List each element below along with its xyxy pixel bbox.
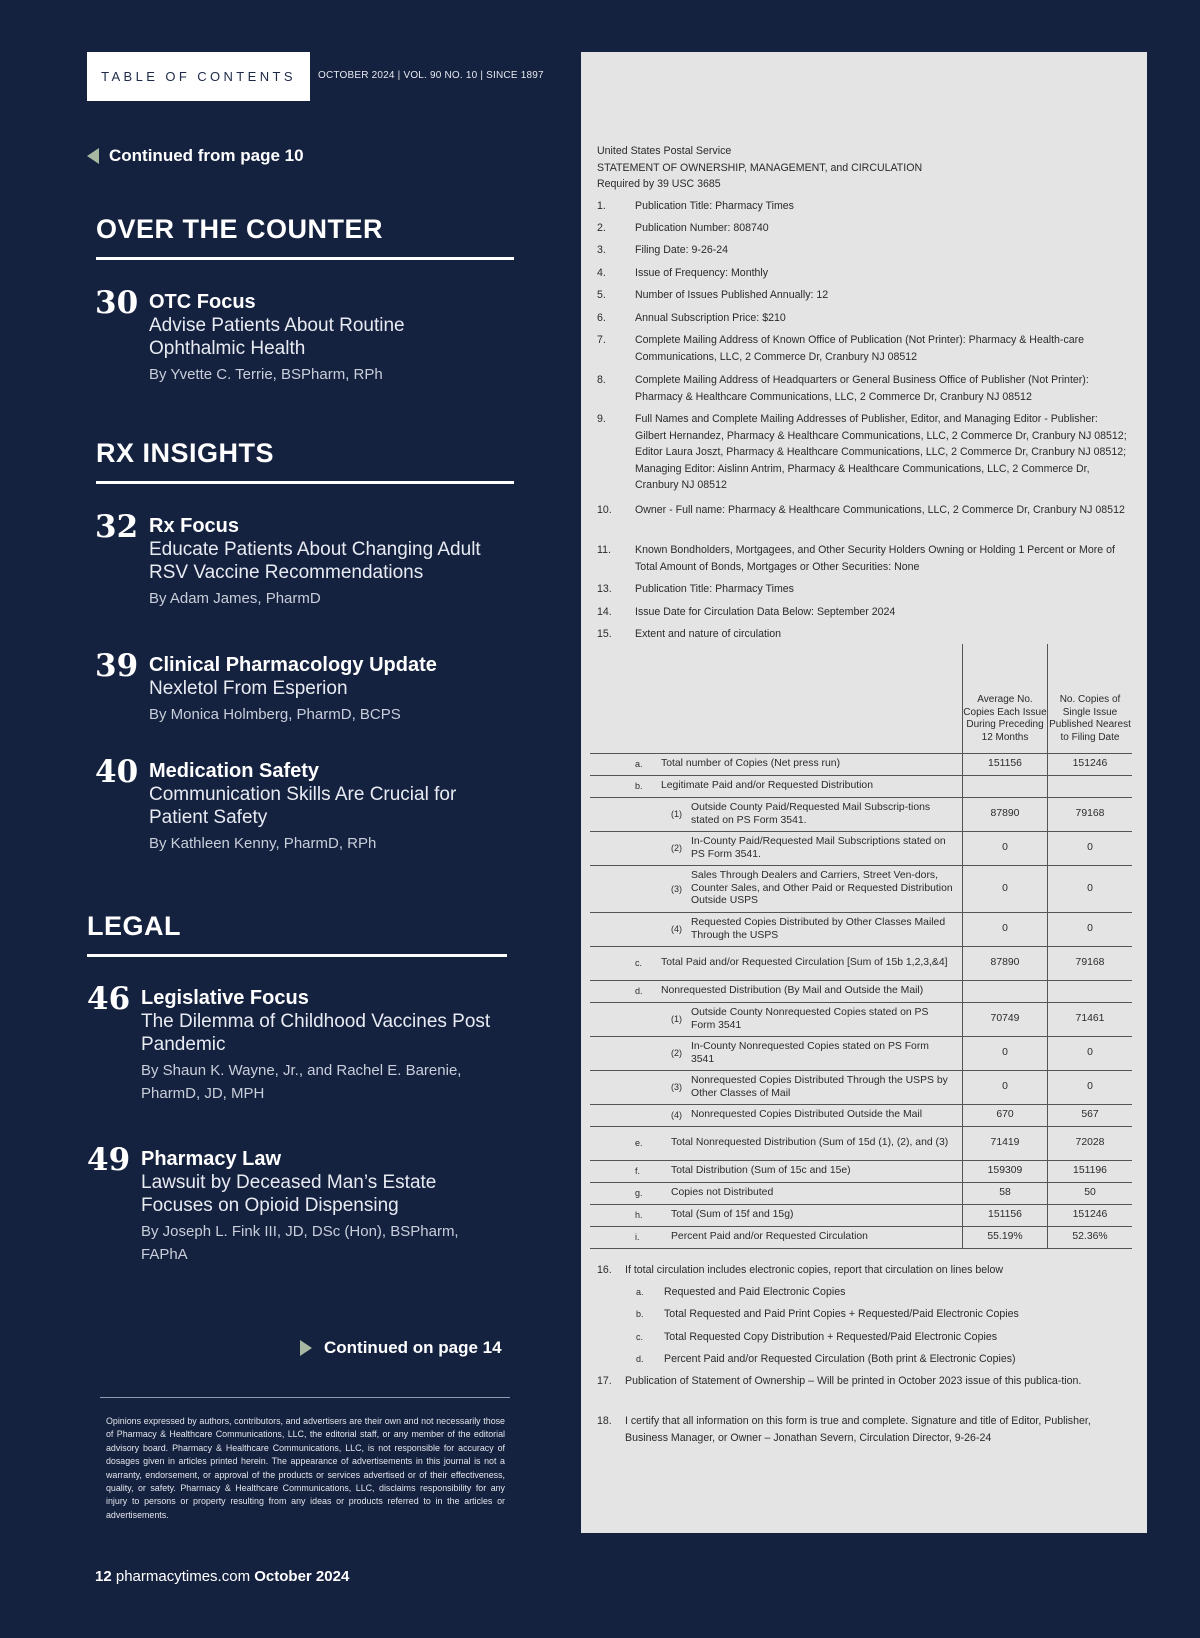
row-label <box>590 947 962 980</box>
row-label <box>590 776 962 797</box>
statement-sub-item: d. Percent Paid and/or Requested Circulation (Both print & Electronic Copies) <box>636 1353 1016 1365</box>
divider <box>100 1397 510 1398</box>
continued-on-text: Continued on page 14 <box>324 1338 502 1357</box>
single-issue-copies-value: 52.36% <box>1047 1227 1132 1248</box>
table-header <box>590 644 1132 754</box>
row-label <box>590 1183 962 1204</box>
entry-title: Nexletol From Esperion <box>149 678 348 699</box>
single-issue-copies-value: 0 <box>1047 832 1132 865</box>
row-number: (3) <box>671 1082 682 1093</box>
row-label <box>590 1003 962 1036</box>
table-row <box>590 754 1132 776</box>
row-label <box>590 913 962 946</box>
entry-category: Clinical Pharmacology Update <box>149 654 437 676</box>
entry-page-number: 30 <box>95 285 139 321</box>
entry-title: The Dilemma of Childhood Vaccines Post Pandemic <box>141 1011 491 1055</box>
entry-page-number: 40 <box>95 754 139 790</box>
row-letter: d. <box>635 986 643 997</box>
statement-item: 7. Complete Mailing Address of Known Office of Publication (Not Printer): Pharmacy & Health-care Communications, LLC, 2 Commerce Dr, Cranbury NJ 08512 <box>597 334 1085 363</box>
entry-category: Pharmacy Law <box>141 1148 282 1170</box>
row-letter: b. <box>635 781 643 792</box>
entry-author: By Kathleen Kenny, PharmD, RPh <box>149 835 377 852</box>
arrow-left-icon <box>87 148 99 164</box>
table-row <box>590 913 1132 947</box>
table-row <box>590 1037 1132 1071</box>
toc-entry[interactable] <box>95 650 509 726</box>
row-description: Legitimate Paid and/or Requested Distribution <box>661 780 873 792</box>
table-row <box>590 798 1132 832</box>
row-number: (2) <box>671 843 682 854</box>
average-copies-value: 151156 <box>962 1205 1047 1226</box>
average-copies-value: 58 <box>962 1183 1047 1204</box>
row-label <box>590 981 962 1002</box>
header-line: United States Postal Service <box>597 145 732 157</box>
entry-category: OTC Focus <box>149 291 256 313</box>
statement-item: 9. Full Names and Complete Mailing Addresses of Publisher, Editor, and Managing Editor - Publisher: Gilbert Hernandez, Pharmacy & Healthcare Communications, LLC, 2 Commerce Dr, Cranbury NJ 08512; Editor Laura Joszt, Pharmacy & Healthcare Communications, LLC, 2 Commerce Dr, Cranbury NJ 08512; Managing Editor: Aislinn Antrim, Pharmacy & Healthcare Communications, LLC, 2 Commerce Dr, Cranbury NJ 08512 <box>597 413 1127 492</box>
entry-title: Lawsuit by Deceased Man’s Estate Focuses on Opioid Dispensing <box>141 1172 437 1216</box>
statement-item: 4. Issue of Frequency: Monthly <box>597 267 769 279</box>
row-label <box>590 754 962 775</box>
row-label <box>590 1227 962 1248</box>
entry-author: By Yvette C. Terrie, BSPharm, RPh <box>149 366 383 383</box>
average-copies-value: 71419 <box>962 1127 1047 1160</box>
header-line: STATEMENT OF OWNERSHIP, MANAGEMENT, and CIRCULATION <box>597 161 923 174</box>
row-letter: c. <box>635 958 643 969</box>
single-issue-copies-value: 0 <box>1047 866 1132 912</box>
statement-item: 6. Annual Subscription Price: $210 <box>597 312 786 324</box>
row-letter: a. <box>635 759 643 770</box>
average-copies-value: 55.19% <box>962 1227 1047 1248</box>
single-issue-copies-value: 72028 <box>1047 1127 1132 1160</box>
table-row <box>590 1161 1132 1183</box>
toc-entry[interactable] <box>95 511 509 610</box>
statement-sub-item: c. Total Requested Copy Distribution + Requested/Paid Electronic Copies <box>636 1331 998 1343</box>
row-number: (3) <box>671 883 682 894</box>
entry-page-number: 39 <box>95 648 139 684</box>
entry-author: By Joseph L. Fink III, JD, DSc (Hon), BSPharm, FAPhA <box>141 1223 459 1263</box>
continued-on-link[interactable] <box>300 1338 502 1358</box>
row-label <box>590 1071 962 1104</box>
row-description: Nonrequested Distribution (By Mail and Outside the Mail) <box>661 985 924 997</box>
row-description: In-County Nonrequested Copies stated on PS Form 3541 <box>691 1041 929 1065</box>
statement-item: 15. Extent and nature of circulation <box>597 628 782 640</box>
statement-header <box>597 143 922 193</box>
average-copies-value: 0 <box>962 866 1047 912</box>
toc-entry[interactable] <box>95 756 509 855</box>
table-row <box>590 1105 1132 1127</box>
disclaimer: Opinions expressed by authors, contributors, and advertisers are their own and not necessarily those of Pharmacy & Healthcare Communications, LLC, the editorial staff, or any member of the editorial advisory board. Pharmacy & Healthcare Communications, LLC, is not responsible for accuracy of dosages given in articles printed herein. The appearance of advertisements in this journal is not a warranty, endorsement, or approval of the products or services advertised or of their effectiveness, quality, or safety. Pharmacy & Healthcare Communications, LLC, disclaims responsibility for any injury to persons or property resulting from any ideas or products referred to in the articles or advertisements. <box>106 1416 505 1520</box>
entry-title: Educate Patients About Changing Adult RSV Vaccine Recommendations <box>149 539 481 583</box>
row-label <box>590 1105 962 1126</box>
single-issue-copies-value: 151246 <box>1047 1205 1132 1226</box>
statement-sub-item: a. Requested and Paid Electronic Copies <box>636 1286 846 1298</box>
row-label <box>590 1161 962 1182</box>
statement-item: 3. Filing Date: 9-26-24 <box>597 244 729 256</box>
single-issue-copies-value: 50 <box>1047 1183 1132 1204</box>
column-header: No. Copies of Single Issue Published Nearest to Filing Date <box>1049 694 1131 743</box>
entry-author: By Adam James, PharmD <box>149 590 321 607</box>
row-number: (1) <box>671 809 682 820</box>
row-label <box>590 866 962 912</box>
table-row <box>590 832 1132 866</box>
statement-item: 11. Known Bondholders, Mortgagees, and Other Security Holders Owning or Holding 1 Percent or More of Total Amount of Bonds, Mortgages or Other Securities: None <box>597 544 1115 573</box>
row-letter: f. <box>635 1166 641 1177</box>
footer-date: October 2024 <box>254 1568 350 1585</box>
page-footer <box>95 1568 349 1585</box>
entry-page-number: 32 <box>95 509 139 545</box>
row-description: Total Nonrequested Distribution (Sum of 15d (1), (2), and (3) <box>671 1137 949 1149</box>
row-letter: e. <box>635 1138 643 1149</box>
section-title-rx-insights: RX INSIGHTS <box>96 438 514 484</box>
row-description: Outside County Paid/Requested Mail Subscrip-tions stated on PS Form 3541. <box>691 802 931 826</box>
table-row <box>590 1205 1132 1227</box>
statement-item: 14. Issue Date for Circulation Data Below: September 2024 <box>597 606 896 618</box>
row-description: Total number of Copies (Net press run) <box>661 758 841 770</box>
row-description: Nonrequested Copies Distributed Through the USPS by Other Classes of Mail <box>691 1075 948 1099</box>
row-description: Nonrequested Copies Distributed Outside the Mail <box>691 1109 923 1121</box>
statement-item: 18. I certify that all information on this form is true and complete. Signature and title of Editor, Publisher, Business Manager, or Owner – Jonathan Severn, Circulation Director, 9-26-24 <box>597 1415 1091 1444</box>
row-label <box>590 1127 962 1160</box>
table-row <box>590 1003 1132 1037</box>
statement-item: 13. Publication Title: Pharmacy Times <box>597 583 794 595</box>
average-copies-value <box>962 981 1047 1002</box>
column-header: Average No. Copies Each Issue During Preceding 12 Months <box>963 694 1047 743</box>
single-issue-copies-value: 0 <box>1047 1071 1132 1104</box>
statement-sub-item: b. Total Requested and Paid Print Copies + Requested/Paid Electronic Copies <box>636 1308 1019 1320</box>
table-row <box>590 1127 1132 1161</box>
toc-entry[interactable] <box>87 1144 501 1266</box>
table-row <box>590 1227 1132 1249</box>
row-letter: i. <box>635 1232 640 1243</box>
average-copies-value: 0 <box>962 832 1047 865</box>
row-description: Total Distribution (Sum of 15c and 15e) <box>671 1165 851 1177</box>
table-of-contents-label: TABLE OF CONTENTS <box>87 52 310 101</box>
single-issue-copies-value: 151246 <box>1047 754 1132 775</box>
entry-title: Communication Skills Are Crucial for Patient Safety <box>149 784 457 828</box>
row-letter: g. <box>635 1188 643 1199</box>
table-row <box>590 866 1132 913</box>
statement-of-ownership-panel <box>581 52 1147 1533</box>
average-copies-value: 151156 <box>962 754 1047 775</box>
statement-item: 16. If total circulation includes electronic copies, report that circulation on lines below <box>597 1264 1004 1276</box>
average-copies-value: 0 <box>962 1071 1047 1104</box>
average-copies-value: 159309 <box>962 1161 1047 1182</box>
single-issue-copies-value: 151196 <box>1047 1161 1132 1182</box>
average-copies-value: 0 <box>962 1037 1047 1070</box>
entry-category: Legislative Focus <box>141 987 309 1009</box>
entry-author: By Shaun K. Wayne, Jr., and Rachel E. Barenie, PharmD, JD, MPH <box>141 1062 462 1102</box>
arrow-right-icon <box>300 1340 312 1356</box>
statement-item: 2. Publication Number: 808740 <box>597 222 769 234</box>
row-label <box>590 1205 962 1226</box>
row-label <box>590 798 962 831</box>
entry-page-number: 49 <box>87 1142 131 1178</box>
average-copies-value: 87890 <box>962 798 1047 831</box>
continued-from-link[interactable] <box>87 146 304 166</box>
statement-item: 8. Complete Mailing Address of Headquarters or General Business Office of Publisher (Not Printer): Pharmacy & Healthcare Communications, LLC, 2 Commerce Dr, Cranbury NJ 08512 <box>597 374 1089 403</box>
entry-page-number: 46 <box>87 981 131 1017</box>
average-copies-value <box>962 776 1047 797</box>
statement-item: 1. Publication Title: Pharmacy Times <box>597 200 794 212</box>
row-number: (1) <box>671 1014 682 1025</box>
toc-entry[interactable] <box>95 287 509 386</box>
single-issue-copies-value: 567 <box>1047 1105 1132 1126</box>
row-number: (4) <box>671 1110 682 1121</box>
row-description: Percent Paid and/or Requested Circulation <box>671 1231 868 1243</box>
statement-item: 5. Number of Issues Published Annually: 12 <box>597 289 829 301</box>
continued-from-text: Continued from page 10 <box>109 146 304 165</box>
statement-item: 17. Publication of Statement of Ownership – Will be printed in October 2023 issue of this publica-tion. <box>597 1375 1082 1387</box>
table-row <box>590 947 1132 981</box>
section-title-over-the-counter: OVER THE COUNTER <box>96 214 514 260</box>
entry-title: Advise Patients About Routine Ophthalmic Health <box>149 315 405 359</box>
circulation-table <box>590 644 1132 1249</box>
statement-item: 10. Owner - Full name: Pharmacy & Healthcare Communications, LLC, 2 Commerce Dr, Cranbury NJ 08512 <box>597 504 1125 516</box>
table-row <box>590 1183 1132 1205</box>
row-description: Sales Through Dealers and Carriers, Street Ven-dors, Counter Sales, and Other Paid or Requested Distribution Outside USPS <box>691 870 953 907</box>
header-line: Required by 39 USC 3685 <box>597 178 721 191</box>
row-description: Outside County Nonrequested Copies stated on PS Form 3541 <box>691 1007 929 1031</box>
row-description: Total Paid and/or Requested Circulation [Sum of 15b 1,2,3,&4] <box>661 957 948 969</box>
average-copies-value: 0 <box>962 913 1047 946</box>
single-issue-copies-value: 79168 <box>1047 947 1132 980</box>
entry-category: Rx Focus <box>149 515 240 537</box>
row-label <box>590 1037 962 1070</box>
site-link[interactable]: pharmacytimes.com <box>115 1568 251 1585</box>
single-issue-copies-value <box>1047 981 1132 1002</box>
single-issue-copies-value: 0 <box>1047 1037 1132 1070</box>
toc-entry[interactable] <box>87 983 501 1105</box>
row-description: In-County Paid/Requested Mail Subscriptions stated on PS Form 3541. <box>691 836 946 860</box>
average-copies-value: 670 <box>962 1105 1047 1126</box>
entry-author: By Monica Holmberg, PharmD, BCPS <box>149 706 401 723</box>
row-label <box>590 832 962 865</box>
table-row <box>590 1071 1132 1105</box>
section-title-legal: LEGAL <box>87 911 507 957</box>
row-number: (2) <box>671 1048 682 1059</box>
table-row <box>590 981 1132 1003</box>
row-number: (4) <box>671 924 682 935</box>
row-description: Requested Copies Distributed by Other Classes Mailed Through the USPS <box>691 917 946 941</box>
row-description: Total (Sum of 15f and 15g) <box>671 1209 794 1221</box>
row-description: Copies not Distributed <box>671 1187 774 1199</box>
page-number: 12 <box>95 1568 112 1585</box>
single-issue-copies-value: 71461 <box>1047 1003 1132 1036</box>
entry-category: Medication Safety <box>149 760 320 782</box>
single-issue-copies-value: 0 <box>1047 913 1132 946</box>
issue-info: OCTOBER 2024 | VOL. 90 NO. 10 | SINCE 1897 <box>318 70 544 81</box>
single-issue-copies-value: 79168 <box>1047 798 1132 831</box>
row-letter: h. <box>635 1210 643 1221</box>
table-row <box>590 776 1132 798</box>
single-issue-copies-value <box>1047 776 1132 797</box>
average-copies-value: 70749 <box>962 1003 1047 1036</box>
average-copies-value: 87890 <box>962 947 1047 980</box>
